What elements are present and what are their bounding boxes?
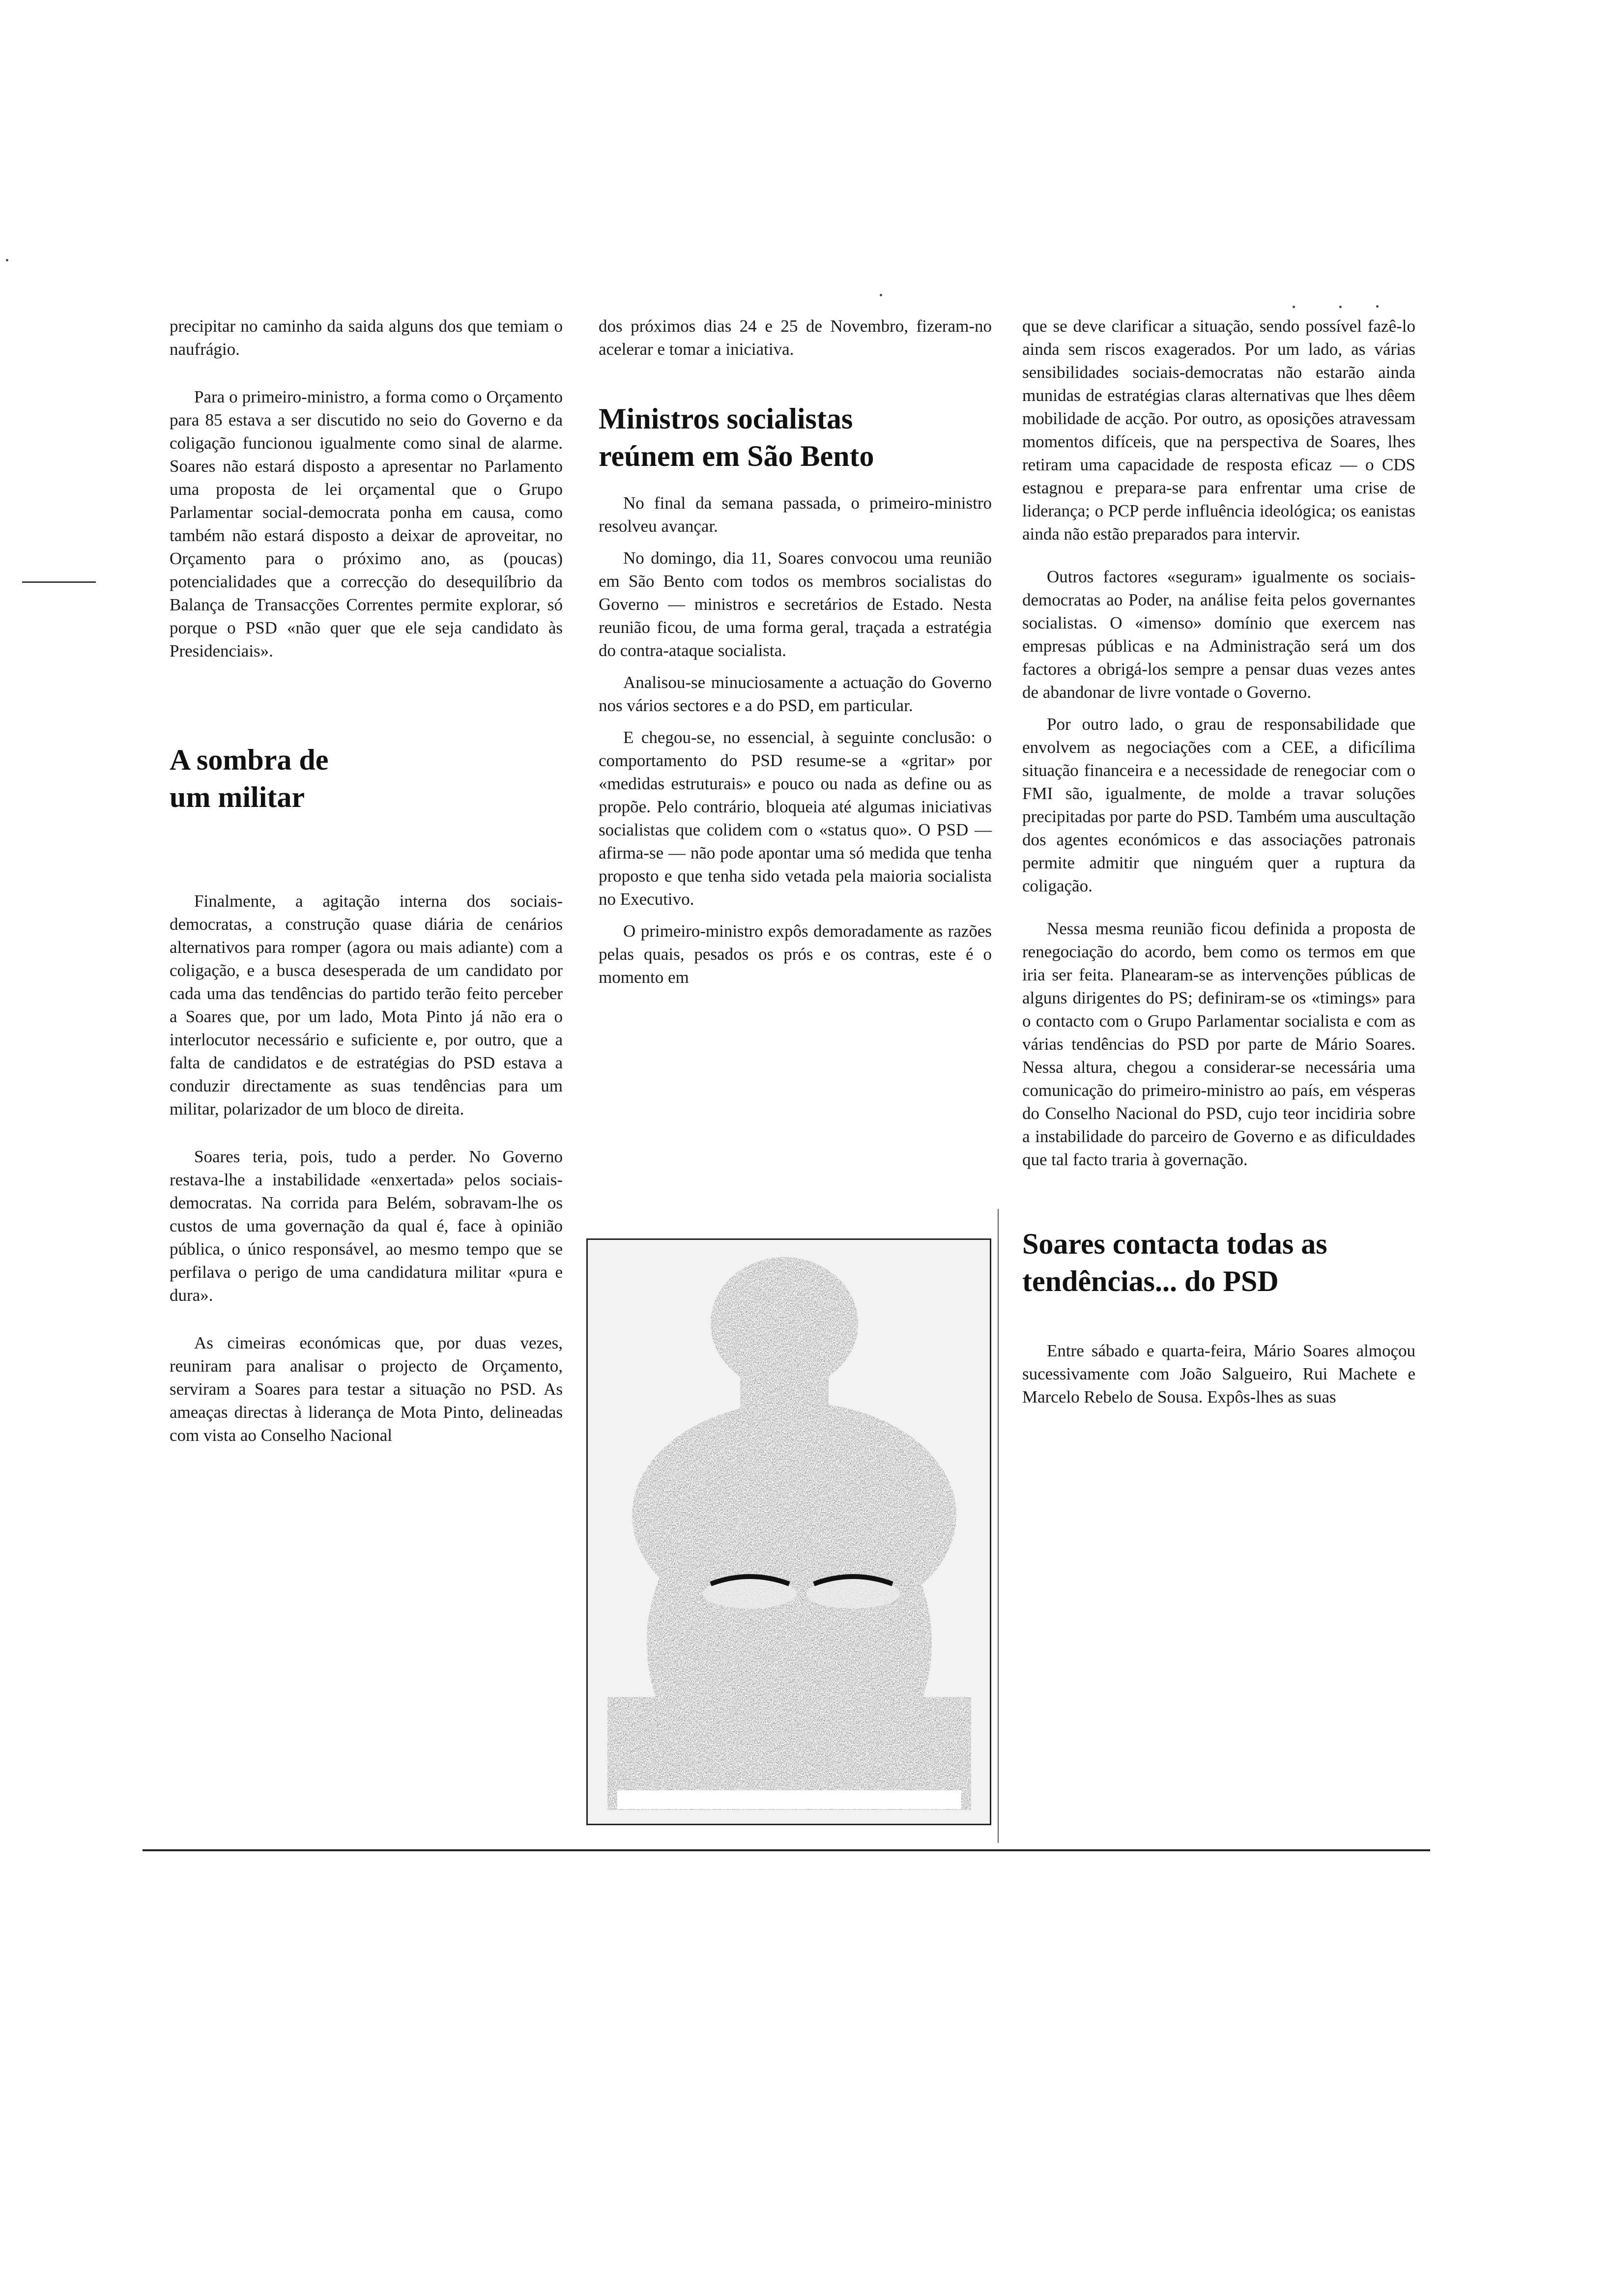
column-rule: [998, 1209, 999, 1843]
column-3: [1022, 315, 1415, 1433]
paragraph: Soares teria, pois, tudo a perder. No Governo restava-lhe a instabilidade «enxertada» pelos sociais-democratas. Na corrida para Belém, sobravam-lhe os custos de uma governação da qual é, face à opinião pública, o único responsável, ao mesmo tempo que se perfilava o perigo de uma candidatura militar «pura e dura».: [170, 1147, 563, 1305]
section-heading: Soares contacta todas as tendências... do PSD: [1022, 1228, 1327, 1297]
photo-portrait: [586, 1238, 991, 1825]
margin-mark: [22, 581, 96, 583]
paragraph: precipitar no caminho da saida alguns dos que temiam o naufrágio.: [170, 316, 563, 359]
paragraph: Nessa mesma reunião ficou definida a proposta de renegociação do acordo, bem como os termos em que iria ser feita. Planearam-se as intervenções públicas de alguns dirigentes do PS; definiram-se os «timings» para o contacto com o Grupo Parlamentar socialista e com as várias tendências do PSD por parte de Mário Soares. Nessa altura, chegou a considerar-se necessária uma comunicação do primeiro-ministro ao país, em vésperas do Conselho Nacional do PSD, cujo teor incidiria sobre a instabilidade do parceiro de Governo e as dificuldades que tal facto traria à governação.: [1022, 919, 1415, 1169]
paragraph: Entre sábado e quarta-feira, Mário Soares almoçou sucessivamente com João Salgueiro, Rui Machete e Marcelo Rebelo de Sousa. Expôs-lhes as suas: [1022, 1341, 1415, 1406]
column-2: [599, 315, 992, 998]
scan-speck: [1339, 306, 1342, 308]
section-heading: A sombra de um militar: [170, 744, 329, 813]
paragraph: Analisou-se minuciosamente a actuação do Governo nos vários sectores e a do PSD, em particular.: [599, 673, 992, 715]
paragraph: O primeiro-ministro expôs demoradamente as razões pelas quais, pesados os prós e os contras, este é o momento em: [599, 921, 992, 987]
bottom-rule: [143, 1849, 1430, 1851]
paragraph: que se deve clarificar a situação, sendo possível fazê-lo ainda sem riscos exagerados. Por um lado, as várias sensibilidades sociais-democratas não estarão ainda munidas de estratégias claras alternativas que lhes dêem mobilidade de acção. Por outro, as oposições atravessam momentos difíceis, que na perspectiva de Soares, lhes retiram uma capacidade de resposta eficaz — o CDS estagnou e prepara-se para enfrentar uma crise de liderança; o PCP perde influência ideológica; os eanistas ainda não estão preparados para intervir.: [1022, 316, 1415, 544]
paragraph: Para o primeiro-ministro, a forma como o Orçamento para 85 estava a ser discutido no seio do Governo e da coligação funcionou igualmente como sinal de alarme. Soares não estará disposto a apresentar no Parlamento uma proposta de lei orçamental que o Grupo Parlamentar social-democrata ponha em causa, como também não estará disposto a deixar de aproveitar, no Orçamento para o próximo ano, as (poucas) potencialidades que a correcção do desequilíbrio da Balança de Transacções Correntes permite explorar, só porque o PSD «não quer que ele seja candidato às Presidenciais».: [170, 387, 563, 660]
portrait-image: [588, 1240, 990, 1824]
scan-speck: [6, 259, 8, 261]
column-1: [170, 315, 563, 1471]
section-heading: Ministros socialistas reúnem em São Bento: [599, 402, 874, 472]
paragraph: Por outro lado, o grau de responsabilidade que envolvem as negociações com a CEE, a dificílima situação financeira e a necessidade de renegociar com o FMI são, igualmente, de molde a travar soluções precipitadas por parte do PSD. Também uma auscultação dos agentes económicos e das associações patronais permite admitir que ninguém quer a ruptura da coligação.: [1022, 715, 1415, 895]
paragraph: As cimeiras económicas que, por duas vezes, reuniram para analisar o projecto de Orçamento, serviram a Soares para testar a situação no PSD. As ameaças directas à liderança de Mota Pinto, delineadas com vista ao Conselho Nacional: [170, 1333, 563, 1445]
scan-speck: [1293, 306, 1295, 308]
paragraph: Finalmente, a agitação interna dos sociais-democratas, a construção quase diária de cenários alternativos para romper (agora ou mais adiante) com a coligação, e a busca desesperada de um candidato por cada uma das tendências do partido terão feito perceber a Soares que, por um lado, Mota Pinto já não era o interlocutor necessário e suficiente e, por outro, que a falta de candidatos e de estratégias do PSD estava a conduzir directamente as suas tendências para um militar, polarizador de um bloco de direita.: [170, 891, 563, 1119]
paragraph: No domingo, dia 11, Soares convocou uma reunião em São Bento com todos os membros socialistas do Governo — ministros e secretários de Estado. Nesta reunião ficou, de uma forma geral, traçada a estratégia do contra-ataque socialista.: [599, 548, 992, 660]
paragraph: dos próximos dias 24 e 25 de Novembro, fizeram-no acelerar e tomar a iniciativa.: [599, 316, 992, 359]
paragraph: E chegou-se, no essencial, à seguinte conclusão: o comportamento do PSD resume-se a «gritar» por «medidas estruturais» e pouco ou nada as define ou as propõe. Pelo contrário, bloqueia até algumas iniciativas socialistas que colidem com o «status quo». O PSD — afirma-se — não pode apontar uma só medida que tenha proposto e que tenha sido vetada pela maioria socialista no Executivo.: [599, 728, 992, 909]
paragraph: Outros factores «seguram» igualmente os sociais-democratas ao Poder, na análise feita pelos governantes socialistas. O «imenso» domínio que exercem nas empresas públicas e na Administração será um dos factores a obrigá-los sempre a pensar duas vezes antes de abandonar de livre vontade o Governo.: [1022, 567, 1415, 702]
scan-speck: [1376, 305, 1379, 308]
paragraph: No final da semana passada, o primeiro-ministro resolveu avançar.: [599, 493, 992, 536]
scan-speck: [880, 294, 882, 296]
